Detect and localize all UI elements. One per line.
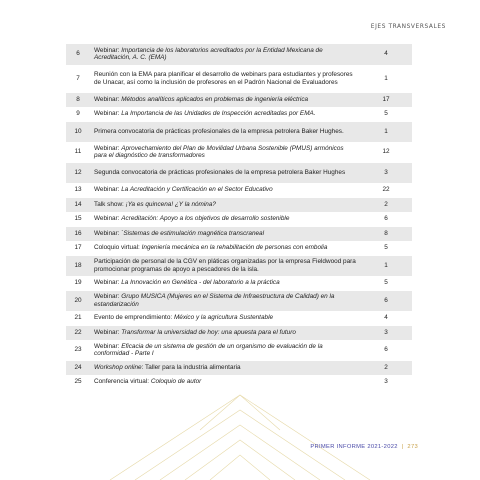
row-number: 24 bbox=[66, 361, 90, 376]
activity-description bbox=[90, 122, 360, 143]
activity-title: Métodos analíticos aplicados en problemas de ingeniería eléctrica bbox=[121, 95, 309, 103]
activity-title: `Sistemas de estimulación magnética transcraneal bbox=[121, 229, 265, 237]
participant-count: 17 bbox=[360, 93, 412, 108]
activity-type: Webinar: bbox=[94, 46, 122, 54]
page-footer bbox=[310, 444, 418, 450]
activity-type: Webinar: bbox=[94, 342, 122, 350]
activity-type: Webinar: bbox=[94, 144, 122, 152]
activity-description bbox=[90, 291, 360, 312]
activity-description bbox=[90, 163, 360, 184]
participant-count: 5 bbox=[384, 110, 388, 118]
activity-title: Coloquio de autor bbox=[150, 378, 202, 386]
table-row bbox=[66, 107, 412, 122]
row-number: 12 bbox=[66, 163, 90, 184]
participant-count: 3 bbox=[360, 326, 412, 341]
participant-count: 12 bbox=[382, 148, 390, 156]
table-row bbox=[66, 276, 412, 291]
participant-count: 3 bbox=[384, 378, 388, 386]
activity-description bbox=[90, 212, 360, 227]
row-number: 21 bbox=[74, 314, 82, 322]
activity-description bbox=[90, 375, 360, 390]
activity-description bbox=[90, 311, 360, 326]
table-row bbox=[66, 163, 412, 184]
row-number: 13 bbox=[74, 186, 82, 194]
activity-description bbox=[90, 142, 360, 163]
page-number: 273 bbox=[407, 444, 418, 450]
participant-count: 2 bbox=[360, 198, 412, 213]
participant-count: 3 bbox=[360, 163, 412, 184]
participant-count: 2 bbox=[360, 361, 412, 376]
table-row bbox=[66, 44, 412, 65]
activity-description bbox=[90, 107, 360, 122]
row-number: 6 bbox=[66, 44, 90, 65]
activity-type: Evento de emprendimiento: bbox=[94, 314, 174, 322]
table-row bbox=[66, 227, 412, 242]
row-number: 20 bbox=[66, 291, 90, 312]
activity-description bbox=[90, 326, 360, 341]
activity-description bbox=[90, 361, 360, 376]
row-number: 14 bbox=[66, 198, 90, 213]
participant-count: 5 bbox=[384, 279, 388, 287]
activity-description bbox=[90, 340, 360, 361]
activity-title: Importancia de los laboratorios acreditados por la Entidad Mexicana de Acreditación, A. C. (EMA) bbox=[94, 46, 323, 62]
table-row bbox=[66, 241, 412, 256]
activity-type: Conferencia virtual: bbox=[94, 378, 151, 386]
row-number: 19 bbox=[74, 279, 82, 287]
table-row bbox=[66, 93, 412, 108]
activity-description bbox=[90, 227, 360, 242]
table-row bbox=[66, 256, 412, 277]
activity-type: Webinar: bbox=[94, 293, 122, 301]
activity-title: : Taller para la industria alimentaria bbox=[141, 363, 241, 371]
participant-count: 4 bbox=[360, 44, 412, 65]
activity-description bbox=[90, 198, 360, 213]
footer-separator: | bbox=[401, 444, 404, 450]
participant-count: 1 bbox=[360, 122, 412, 143]
activity-description bbox=[90, 276, 360, 291]
table-row bbox=[66, 122, 412, 143]
activity-type: Webinar: bbox=[94, 215, 122, 223]
activity-type: Webinar: bbox=[94, 328, 122, 336]
row-number: 22 bbox=[66, 326, 90, 341]
table-row bbox=[66, 326, 412, 341]
row-number: 8 bbox=[66, 93, 90, 108]
activities-table bbox=[66, 44, 412, 390]
table-row bbox=[66, 198, 412, 213]
activity-type: Webinar: bbox=[94, 279, 122, 287]
row-number: 9 bbox=[76, 110, 80, 118]
activity-type: Webinar: bbox=[94, 186, 122, 194]
participant-count: 6 bbox=[360, 291, 412, 312]
row-number: 11 bbox=[74, 148, 82, 156]
section-label: EJES TRANSVERSALES bbox=[370, 22, 446, 30]
row-number: 18 bbox=[66, 256, 90, 277]
table-row bbox=[66, 183, 412, 198]
participant-count: 22 bbox=[382, 186, 390, 194]
activity-type: Webinar: bbox=[94, 110, 122, 118]
row-number: 16 bbox=[66, 227, 90, 242]
activity-description bbox=[90, 65, 360, 93]
activity-title: Acreditación: Apoyo a los objetivos de desarrollo sostenible bbox=[121, 215, 290, 223]
activity-title: Eficacia de un sistema de gestión de un organismo de evaluación de la conformidad - Parte I bbox=[94, 342, 323, 358]
table-row bbox=[66, 291, 412, 312]
participant-count: 6 bbox=[384, 215, 388, 223]
participant-count: 8 bbox=[360, 227, 412, 242]
activity-description bbox=[90, 183, 360, 198]
activity-title: México y la agricultura Sustentable bbox=[173, 314, 274, 322]
table-row bbox=[66, 375, 412, 390]
activity-type: Participación de personal de la CGV en pláticas organizadas por la empresa Fieldwood para promocionar programas de apoyo a pescadores de la isla. bbox=[94, 258, 356, 273]
activity-title: Aprovechamiento del Plan de Movilidad Urbana Sostenible (PMUS) armónicos para el diagnóstico de transformadores bbox=[94, 144, 344, 160]
activity-type: Coloquio virtual: bbox=[94, 244, 142, 252]
table-row bbox=[66, 212, 412, 227]
activity-type: Reunión con la EMA para planificar el desarrollo de webinars para estudiantes y profesores de Unacar, así como la inclusión de profesores en el Padrón Nacional de Evaluadores bbox=[94, 70, 353, 86]
table-row bbox=[66, 65, 412, 93]
activity-type: Segunda convocatoria de prácticas profesionales de la empresa petrolera Baker Hughes bbox=[94, 168, 346, 176]
participant-count: 6 bbox=[384, 346, 388, 354]
participant-count: 5 bbox=[384, 244, 388, 252]
table-row bbox=[66, 311, 412, 326]
activity-title: Grupo MUSICA (Mujeres en el Sistema de Infraestructura de Calidad) en la estandarización bbox=[94, 293, 335, 308]
participant-count: 1 bbox=[384, 74, 388, 82]
row-number: 15 bbox=[74, 215, 82, 223]
activity-description bbox=[90, 44, 360, 65]
activity-description bbox=[90, 256, 360, 277]
report-title: PRIMER INFORME 2021-2022 bbox=[310, 444, 398, 450]
activity-type: Webinar: bbox=[94, 229, 122, 237]
activity-description bbox=[90, 93, 360, 108]
row-number: 25 bbox=[74, 378, 82, 386]
activity-title: La Innovación en Genética - del laboratorio a la práctica bbox=[121, 279, 280, 287]
row-number: 17 bbox=[74, 244, 82, 252]
activity-title: Ingeniería mecánica en la rehabilitación de personas con embolia bbox=[141, 244, 328, 252]
participant-count: 4 bbox=[384, 314, 388, 322]
activity-type: Primera convocatoria de prácticas profesionales de la empresa petrolera Baker Hughes. bbox=[94, 127, 344, 135]
row-number: 23 bbox=[74, 346, 82, 354]
activity-title: La Acreditación y Certificación en el Sector Educativo bbox=[121, 186, 273, 194]
participant-count: 1 bbox=[360, 256, 412, 277]
table-row bbox=[66, 340, 412, 361]
activity-type: Webinar: bbox=[94, 95, 122, 103]
activity-description bbox=[90, 241, 360, 256]
activity-title: Transformar la universidad de hoy: una apuesta para el futuro bbox=[121, 328, 296, 336]
row-number: 10 bbox=[66, 122, 90, 143]
activity-title: ¡Ya es quincena! ¿Y la nómina? bbox=[125, 200, 216, 208]
row-number: 7 bbox=[76, 74, 80, 82]
activity-type: Workshop online bbox=[94, 363, 142, 371]
table-row bbox=[66, 361, 412, 376]
table-row bbox=[66, 142, 412, 163]
activity-type: Talk show: bbox=[94, 200, 126, 208]
activity-title: La Importancia de las Unidades de Inspección acreditadas por EMA. bbox=[121, 110, 316, 118]
